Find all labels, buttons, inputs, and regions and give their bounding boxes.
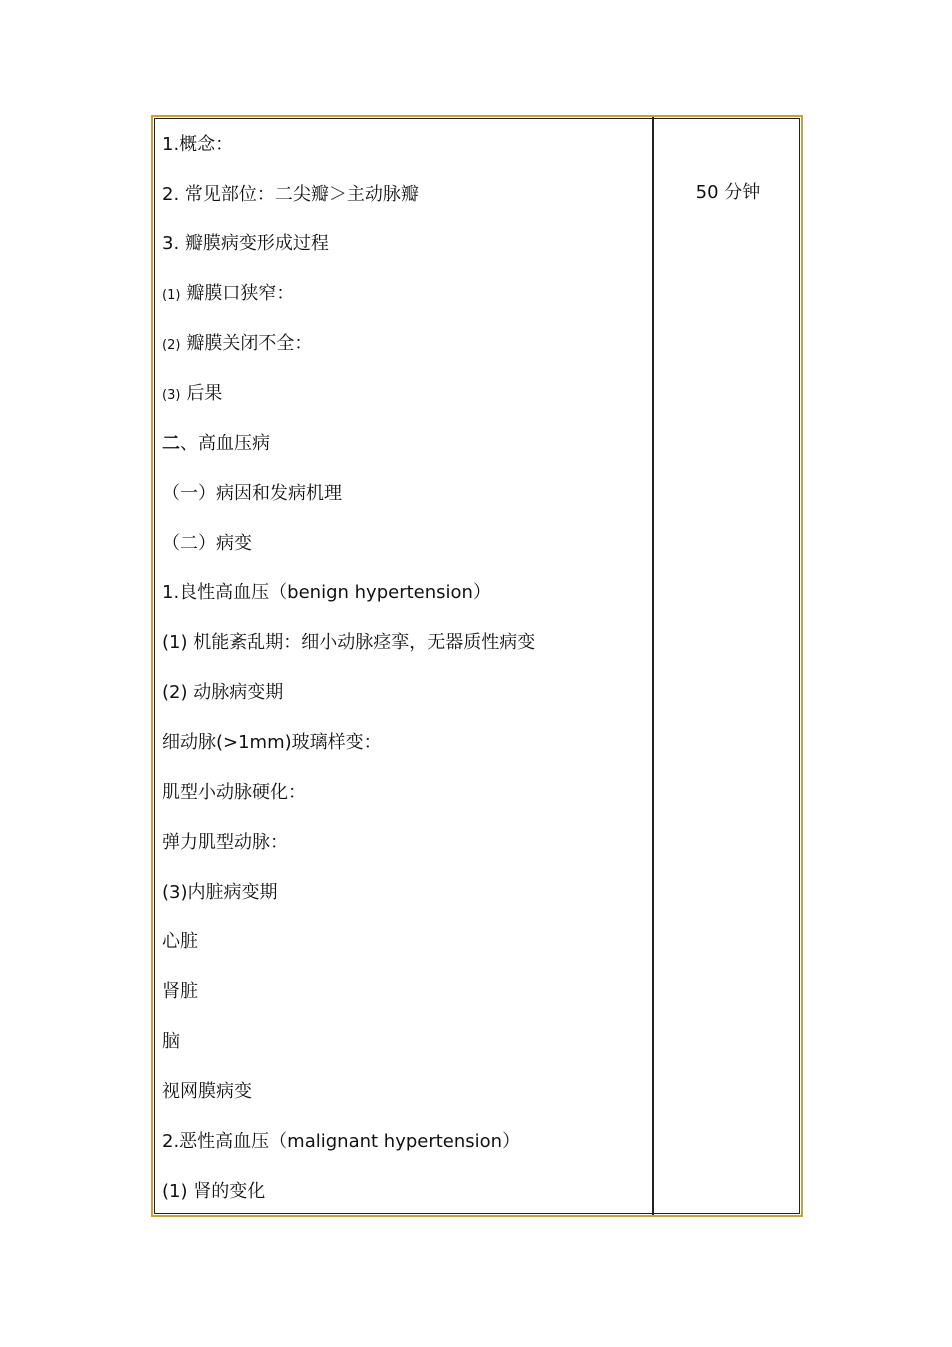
content-line: （一）病因和发病机理 bbox=[162, 483, 342, 504]
content-line: 1.良性高血压（benign hypertension） bbox=[162, 582, 491, 603]
lesson-table bbox=[151, 115, 803, 1217]
content-line: 细动脉(>1mm)玻璃样变： bbox=[162, 732, 382, 753]
content-line: 脑 bbox=[162, 1031, 180, 1052]
content-line: 肾脏 bbox=[162, 981, 198, 1002]
item-number: (2) bbox=[162, 338, 181, 353]
section-number: 二 bbox=[162, 433, 180, 454]
content-line: (3) 后果 bbox=[162, 383, 223, 404]
content-line: (2) 瓣膜关闭不全： bbox=[162, 333, 313, 354]
content-line: 2.恶性高血压（malignant hypertension） bbox=[162, 1131, 521, 1152]
column-divider bbox=[652, 117, 654, 1215]
content-line: 1.概念： bbox=[162, 134, 234, 155]
content-line: 视网膜病变 bbox=[162, 1081, 252, 1102]
item-number: (1) bbox=[162, 288, 181, 303]
content-line: (1) 机能紊乱期：细小动脉痉挛，无器质性病变 bbox=[162, 632, 536, 653]
content-line: 3. 瓣膜病变形成过程 bbox=[162, 233, 329, 254]
content-line: (3)内脏病变期 bbox=[162, 882, 278, 903]
content-line: （二）病变 bbox=[162, 533, 252, 554]
section-heading: 二、高血压病 bbox=[162, 433, 270, 454]
content-line: (2) 动脉病变期 bbox=[162, 682, 284, 703]
content-line: 肌型小动脉硬化： bbox=[162, 782, 306, 803]
content-line: (1) 瓣膜口狭窄： bbox=[162, 283, 295, 304]
content-line: 弹力肌型动脉： bbox=[162, 832, 288, 853]
content-line: (1) 肾的变化 bbox=[162, 1181, 266, 1202]
content-line: 2. 常见部位：二尖瓣＞主动脉瓣 bbox=[162, 184, 419, 205]
duration-label: 50 分钟 bbox=[695, 182, 761, 203]
item-number: (3) bbox=[162, 388, 181, 403]
content-line: 心脏 bbox=[162, 931, 198, 952]
